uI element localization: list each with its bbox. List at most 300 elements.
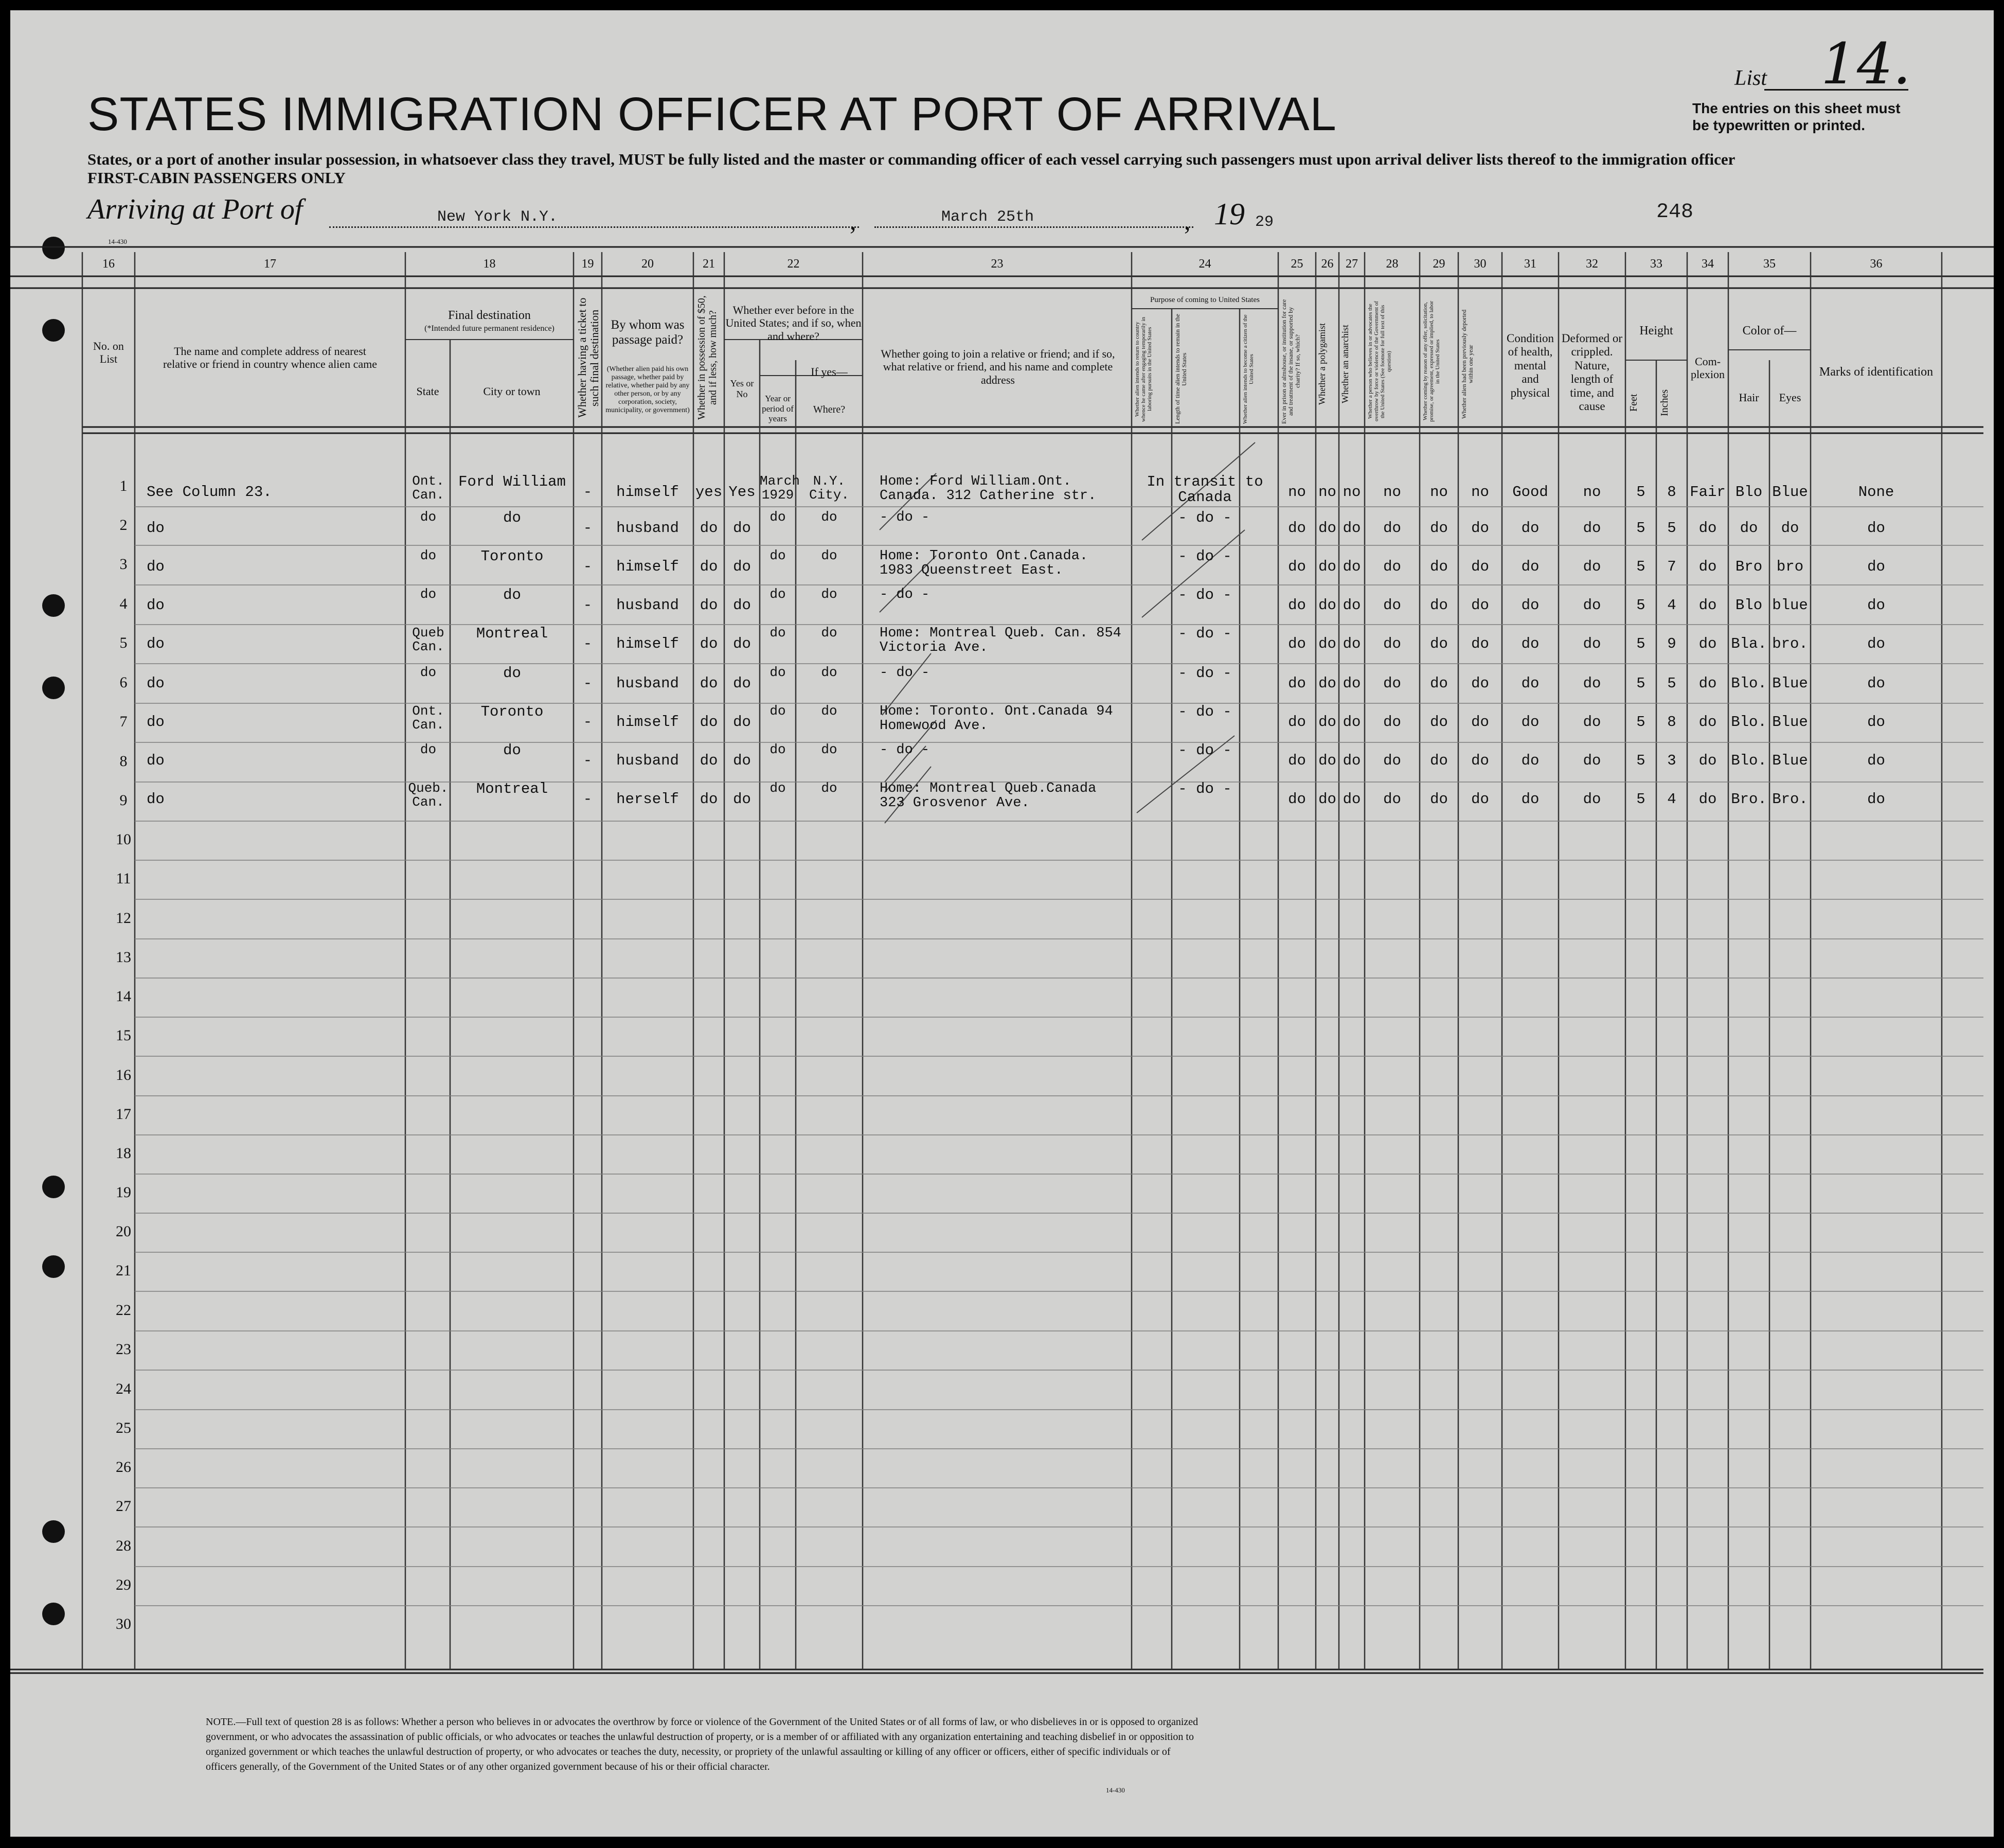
row-2-c21: do <box>700 520 718 537</box>
list-number: 14. <box>1821 31 1911 97</box>
row-5-hair: Bla. <box>1731 635 1767 652</box>
row-4-c29: do <box>1430 597 1448 614</box>
col-number: 26 <box>1321 257 1334 271</box>
row-2-c20: husband <box>616 520 679 537</box>
row-1-c25: no <box>1288 484 1306 501</box>
row-3-hair: Bro <box>1735 558 1763 575</box>
row-number: 29 <box>116 1576 131 1593</box>
header-passage-paid-note: (Whether alien paid his own passage, whether paid by relative, whether paid by any other person, or by any corporation, society, municipality, or government) <box>605 365 690 415</box>
row-9-c30: do <box>1471 791 1489 808</box>
row-5-city: Montreal <box>476 625 548 642</box>
row-2-hair: do <box>1740 520 1758 537</box>
row-6-ft: 5 <box>1636 675 1645 692</box>
row-5-state: Queb Can. <box>412 625 444 655</box>
row-3-c20: himself <box>616 558 679 575</box>
row-3-c31: do <box>1521 558 1540 575</box>
row-2-c28: do <box>1383 520 1401 537</box>
row-2-c30: do <box>1471 520 1489 537</box>
row-2-state: do <box>420 509 437 525</box>
row-6-marks: do <box>1867 675 1885 692</box>
col-number: 17 <box>264 257 276 271</box>
row-8-city: do <box>503 742 521 759</box>
header-state: State <box>416 385 439 398</box>
header-final-destination-note: (*Intended future permanent residence) <box>424 324 554 333</box>
row-3-c23: Home: Toronto Ont.Canada. 1983 Queenstreet East. <box>880 548 1088 579</box>
row-5-c23: Home: Montreal Queb. Can. 854 Victoria Ave. <box>880 626 1121 656</box>
col-number: 23 <box>991 257 1004 271</box>
row-3-state: do <box>420 548 437 563</box>
header-yes-no: Yes or No <box>730 378 754 399</box>
row-number: 6 <box>119 674 128 691</box>
row-2-c32: do <box>1583 520 1601 537</box>
row-2-c29: do <box>1430 520 1448 537</box>
row-7-c31: do <box>1521 714 1540 731</box>
row-5-c24: - do - <box>1178 625 1232 642</box>
row-number: 7 <box>119 713 128 730</box>
row-9-c22a: do <box>733 791 751 808</box>
row-8-c30: do <box>1471 752 1489 769</box>
row-3-c22b: do <box>770 548 786 563</box>
row-1-eyes: Blue <box>1772 484 1808 501</box>
row-number: 23 <box>116 1341 131 1358</box>
row-9-c19: - <box>583 791 593 808</box>
year-prefix: 19 <box>1214 197 1245 231</box>
row-1-c22b: March 1929 <box>760 473 800 503</box>
row-1-c30: no <box>1471 484 1489 501</box>
row-5-c27: do <box>1343 635 1361 652</box>
row-7-c30: do <box>1471 714 1489 731</box>
row-8-c20: husband <box>616 752 679 769</box>
col-number: 18 <box>483 257 496 271</box>
row-3-c22c: do <box>821 548 837 563</box>
row-5-c26: do <box>1318 635 1336 652</box>
row-2-c17: do <box>147 520 165 537</box>
row-4-state: do <box>420 587 437 602</box>
row-7-c22a: do <box>733 714 751 731</box>
row-5-c22c: do <box>821 625 837 641</box>
row-3-c27: do <box>1343 558 1361 575</box>
row-number: 20 <box>116 1223 131 1240</box>
row-1-c22c: N.Y. City. <box>809 473 849 503</box>
row-3-c17: do <box>147 558 165 575</box>
header-eyes: Eyes <box>1779 391 1801 404</box>
row-9-hair: Bro. <box>1731 791 1767 808</box>
header-health: Condition of health, mental and physical <box>1506 332 1554 399</box>
header-length-of-stay: Length of time alien intends to remain in the United States <box>1174 314 1188 424</box>
col-number: 16 <box>102 257 115 271</box>
row-8-c21: do <box>700 752 718 769</box>
port-value: New York N.Y. <box>437 208 558 226</box>
header-marks: Marks of identification <box>1819 365 1934 379</box>
header-color: Color of— <box>1742 324 1797 337</box>
row-4-c22a: do <box>733 597 751 614</box>
row-2-c19: - <box>583 520 593 537</box>
header-deported: Whether alien had been previously deported within one year <box>1460 309 1475 419</box>
row-5-c28: do <box>1383 635 1401 652</box>
row-9-c21: do <box>700 791 718 808</box>
col-number: 31 <box>1524 257 1536 271</box>
header-fifty-dollars: Whether in possession of $50, and if less, how much? <box>696 295 719 420</box>
row-2-c27: do <box>1343 520 1361 537</box>
row-1-c19: - <box>583 484 593 501</box>
row-6-c24: - do - <box>1178 665 1232 682</box>
header-where: Where? <box>813 404 846 415</box>
row-1-c20: himself <box>616 484 679 501</box>
row-9-city: Montreal <box>476 780 548 797</box>
row-3-c25: do <box>1288 558 1306 575</box>
row-8-c27: do <box>1343 752 1361 769</box>
row-8-c22a: do <box>733 752 751 769</box>
header-if-yes: If yes— <box>811 365 848 378</box>
header-purpose-return: Whether alien intends to return to country whence he came after engaging temporarily in laboring pursuits in the United States <box>1134 316 1153 422</box>
row-7-c19: - <box>583 714 593 731</box>
row-4-marks: do <box>1867 597 1885 614</box>
row-number: 17 <box>116 1106 131 1123</box>
manifest-sheet <box>10 10 1994 1837</box>
row-7-c21: do <box>700 714 718 731</box>
col-number: 30 <box>1474 257 1487 271</box>
row-9-c31: do <box>1521 791 1540 808</box>
row-2-city: do <box>503 509 521 526</box>
row-6-c31: do <box>1521 675 1540 692</box>
row-number: 27 <box>116 1498 131 1515</box>
row-4-eyes: blue <box>1772 597 1808 614</box>
row-number: 5 <box>119 634 128 651</box>
row-4-c27: do <box>1343 597 1361 614</box>
row-6-c22c: do <box>821 665 837 680</box>
row-2-c31: do <box>1521 520 1540 537</box>
row-1-c32: no <box>1583 484 1601 501</box>
row-6-state: do <box>420 665 437 680</box>
row-8-c25: do <box>1288 752 1306 769</box>
col-number: 33 <box>1650 257 1662 271</box>
row-3-in: 7 <box>1667 558 1676 575</box>
row-1-c17: See Column 23. <box>147 484 272 501</box>
row-1-c21: yes <box>695 484 723 501</box>
row-3-marks: do <box>1867 558 1885 575</box>
header-height: Height <box>1639 324 1673 337</box>
row-4-c21: do <box>700 597 718 614</box>
col-number: 32 <box>1586 257 1598 271</box>
row-4-c32: do <box>1583 597 1601 614</box>
row-6-hair: Blo. <box>1731 675 1767 692</box>
row-6-c22a: do <box>733 675 751 692</box>
row-8-c22c: do <box>821 742 837 757</box>
row-9-c25: do <box>1288 791 1306 808</box>
row-7-c32: do <box>1583 714 1601 731</box>
header-inches: Inches <box>1659 389 1670 416</box>
row-6-c27: do <box>1343 675 1361 692</box>
row-9-c29: do <box>1430 791 1448 808</box>
row-6-c21: do <box>700 675 718 692</box>
row-4-c23: - do - <box>880 587 930 602</box>
row-6-c32: do <box>1583 675 1601 692</box>
row-5-c30: do <box>1471 635 1489 652</box>
row-4-c22b: do <box>770 587 786 602</box>
row-1-c26: no <box>1318 484 1336 501</box>
row-3-c24: - do - <box>1178 548 1232 565</box>
row-5-c31: do <box>1521 635 1540 652</box>
col-number: 24 <box>1198 257 1211 271</box>
header-final-destination: Final destination <box>448 309 531 322</box>
col-number: 27 <box>1346 257 1358 271</box>
row-number: 21 <box>116 1262 131 1279</box>
col-number: 19 <box>581 257 594 271</box>
row-4-comp: do <box>1698 597 1717 614</box>
col-number: 21 <box>703 257 715 271</box>
row-2-comp: do <box>1698 520 1717 537</box>
col-number: 34 <box>1702 257 1714 271</box>
row-4-c22c: do <box>821 587 837 602</box>
row-number: 19 <box>116 1184 131 1201</box>
row-4-ft: 5 <box>1636 597 1645 614</box>
row-3-c30: do <box>1471 558 1489 575</box>
row-6-c26: do <box>1318 675 1336 692</box>
row-7-ft: 5 <box>1636 714 1645 731</box>
row-5-marks: do <box>1867 635 1885 652</box>
header-ticket: Whether having a ticket to such final destination <box>576 297 601 418</box>
col-number: 36 <box>1870 257 1883 271</box>
comma: , <box>1184 206 1191 235</box>
row-7-c29: do <box>1430 714 1448 731</box>
row-1-state: Ont. Can. <box>412 473 444 503</box>
row-1-c27: no <box>1343 484 1361 501</box>
row-7-state: Ont. Can. <box>412 703 444 733</box>
row-3-eyes: bro <box>1776 558 1804 575</box>
row-7-c26: do <box>1318 714 1336 731</box>
row-5-c19: - <box>583 635 593 652</box>
row-7-c22b: do <box>770 703 786 719</box>
row-5-c17: do <box>147 635 165 652</box>
row-8-c28: do <box>1383 752 1401 769</box>
row-7-in: 8 <box>1667 714 1676 731</box>
row-number: 16 <box>116 1067 131 1083</box>
row-7-c25: do <box>1288 714 1306 731</box>
row-6-c23: - do - <box>880 665 930 681</box>
row-9-c32: do <box>1583 791 1601 808</box>
row-1-in: 8 <box>1667 484 1676 501</box>
date-value: March 25th <box>941 208 1034 226</box>
row-7-c20: himself <box>616 714 679 731</box>
row-3-c26: do <box>1318 558 1336 575</box>
row-4-c20: husband <box>616 597 679 614</box>
row-2-c24: - do - <box>1178 509 1232 526</box>
row-6-c17: do <box>147 675 165 692</box>
col-number: 35 <box>1763 257 1776 271</box>
row-8-c31: do <box>1521 752 1540 769</box>
header-labor-offer: Whether coming by reason of any offer, solicitation, promise, or agreement, expressed or implied, to labor in the United States <box>1422 300 1441 422</box>
row-9-c17: do <box>147 791 165 808</box>
header-relative-address: The name and complete address of nearest relative or friend in country whence alien came <box>163 345 377 371</box>
row-3-c32: do <box>1583 558 1601 575</box>
row-9-c20: herself <box>616 791 679 808</box>
row-6-c25: do <box>1288 675 1306 692</box>
row-9-marks: do <box>1867 791 1885 808</box>
form-title: STATES IMMIGRATION OFFICER AT PORT OF ARRIVAL <box>87 88 1337 140</box>
header-complexion: Com- plexion <box>1691 355 1725 381</box>
row-number: 13 <box>116 949 131 966</box>
col-number: 25 <box>1291 257 1303 271</box>
row-1-c31: Good <box>1512 484 1548 501</box>
row-9-c23: Home: Montreal Queb.Canada 323 Grosvenor Ave. <box>880 781 1097 811</box>
row-3-c19: - <box>583 558 593 575</box>
row-5-eyes: bro. <box>1772 635 1808 652</box>
row-3-comp: do <box>1698 558 1717 575</box>
row-8-c32: do <box>1583 752 1601 769</box>
row-2-in: 5 <box>1667 520 1676 537</box>
header-year: Year or period of years <box>762 394 794 424</box>
row-1-ft: 5 <box>1636 484 1645 501</box>
col-number: 28 <box>1386 257 1399 271</box>
row-1-c24: In transit to Canada <box>1147 473 1263 506</box>
row-number: 12 <box>116 910 131 927</box>
row-7-city: Toronto <box>480 703 544 720</box>
col-number: 20 <box>641 257 654 271</box>
row-number: 1 <box>119 477 128 494</box>
row-1-marks: None <box>1858 484 1894 501</box>
row-4-c19: - <box>583 597 593 614</box>
row-4-c24: - do - <box>1178 587 1232 603</box>
header-hair: Hair <box>1739 391 1759 404</box>
row-number: 18 <box>116 1145 131 1162</box>
row-2-ft: 5 <box>1636 520 1645 537</box>
row-2-c23: - do - <box>880 510 930 525</box>
row-2-c22b: do <box>770 509 786 525</box>
row-7-c27: do <box>1343 714 1361 731</box>
row-6-eyes: Blue <box>1772 675 1808 692</box>
header-deformed: Deformed or crippled. Nature, length of time, and cause <box>1561 332 1623 413</box>
row-2-eyes: do <box>1781 520 1799 537</box>
footnote-form-number: 14-430 <box>1106 1786 1125 1794</box>
row-9-in: 4 <box>1667 791 1676 808</box>
row-4-in: 4 <box>1667 597 1676 614</box>
row-3-city: Toronto <box>480 548 544 565</box>
row-1-c28: no <box>1383 484 1401 501</box>
row-2-c25: do <box>1288 520 1306 537</box>
row-6-c19: - <box>583 675 593 692</box>
comma: , <box>850 206 856 235</box>
table-grid <box>10 10 1994 1837</box>
header-feet: Feet <box>1628 394 1639 412</box>
entries-note: be typewritten or printed. <box>1692 117 1866 133</box>
row-6-c22b: do <box>770 665 786 680</box>
row-number: 25 <box>116 1419 131 1436</box>
row-number: 15 <box>116 1027 131 1044</box>
row-number: 2 <box>119 517 128 534</box>
row-number: 4 <box>119 595 128 612</box>
row-8-c29: do <box>1430 752 1448 769</box>
row-number: 30 <box>116 1615 131 1632</box>
row-1-hair: Blo <box>1735 484 1763 501</box>
row-8-marks: do <box>1867 752 1885 769</box>
row-2-c26: do <box>1318 520 1336 537</box>
row-7-c24: - do - <box>1178 703 1232 720</box>
row-9-c24: - do - <box>1178 780 1232 797</box>
row-7-c22c: do <box>821 703 837 719</box>
row-1-c23: Home: Ford William.Ont. Canada. 312 Catherine str. <box>880 474 1097 504</box>
list-label: List <box>1734 66 1767 90</box>
year-suffix: 29 <box>1255 214 1274 231</box>
row-number: 11 <box>116 870 131 887</box>
row-5-in: 9 <box>1667 635 1676 652</box>
header-citizen: Whether alien intends to become a citizen of the United States <box>1242 314 1255 424</box>
header-city: City or town <box>483 385 541 398</box>
row-9-ft: 5 <box>1636 791 1645 808</box>
row-4-c31: do <box>1521 597 1540 614</box>
row-7-c17: do <box>147 714 165 731</box>
row-2-c22c: do <box>821 509 837 525</box>
header-joining: Whether going to join a relative or friend; and if so, what relative or friend, and his name and complete address <box>881 347 1115 386</box>
row-9-state: Queb. Can. <box>408 780 449 810</box>
row-2-c22a: do <box>733 520 751 537</box>
row-number: 22 <box>116 1302 131 1319</box>
row-3-c28: do <box>1383 558 1401 575</box>
row-3-c22a: do <box>733 558 751 575</box>
row-5-c32: do <box>1583 635 1601 652</box>
row-4-c30: do <box>1471 597 1489 614</box>
footnote: NOTE.—Full text of question 28 is as follows: Whether a person who believes in or advocates the overthrow by force or violence of the Government of the United States or of all forms of law, or who disbelieves in or is opposed to organized government, or who advocates the assassination of public officials, or who advocates or teaches the unlawful destruction of property, or is a member of or affiliated with any organization entertaining and teaching disbelief in or opposition to organized government or which teaches the unlawful destruction of property, or who advocates or teaches the duty, necessity, or propriety of the unlawful assaulting or killing of any officer or officers, either of specific individuals or of officers generally, of the Government of the United States or of any other organized government because of his or their official character. <box>206 1716 1198 1772</box>
row-4-c26: do <box>1318 597 1336 614</box>
header-purpose: Purpose of coming to United States <box>1150 296 1260 304</box>
row-5-c29: do <box>1430 635 1448 652</box>
header-prison: Ever in prison or almshouse, or institution for care and treatment of the insane, or supported by charity? If so, which? <box>1280 299 1301 424</box>
row-8-state: do <box>420 742 437 757</box>
page-number: 248 <box>1656 201 1694 224</box>
row-4-c28: do <box>1383 597 1401 614</box>
row-4-c17: do <box>147 597 165 614</box>
entries-note: The entries on this sheet must <box>1692 100 1901 116</box>
row-8-c17: do <box>147 752 165 769</box>
row-8-eyes: Blue <box>1772 752 1808 769</box>
row-6-c30: do <box>1471 675 1489 692</box>
row-7-comp: do <box>1698 714 1717 731</box>
row-number: 10 <box>116 831 131 848</box>
row-8-c19: - <box>583 752 593 769</box>
row-4-city: do <box>503 587 521 603</box>
row-8-in: 3 <box>1667 752 1676 769</box>
arriving-label: Arriving at Port of <box>87 193 303 225</box>
row-8-hair: Blo. <box>1731 752 1767 769</box>
row-7-eyes: Blue <box>1772 714 1808 731</box>
header-list-number: No. on List <box>93 340 124 366</box>
row-9-eyes: Bro. <box>1772 791 1808 808</box>
row-8-c23: - do - <box>880 742 930 758</box>
form-number: 14-430 <box>108 238 127 245</box>
row-number: 8 <box>119 753 128 770</box>
row-7-c28: do <box>1383 714 1401 731</box>
passenger-class: FIRST-CABIN PASSENGERS ONLY <box>87 169 346 187</box>
row-3-ft: 5 <box>1636 558 1645 575</box>
row-9-comp: do <box>1698 791 1717 808</box>
row-9-c27: do <box>1343 791 1361 808</box>
row-1-comp: Fair <box>1690 484 1726 501</box>
row-9-c28: do <box>1383 791 1401 808</box>
row-number: 9 <box>119 792 128 809</box>
row-number: 24 <box>116 1380 131 1397</box>
row-9-c22c: do <box>821 780 837 796</box>
row-6-c28: do <box>1383 675 1401 692</box>
row-6-comp: do <box>1698 675 1717 692</box>
row-8-c24: - do - <box>1178 742 1232 759</box>
row-3-c21: do <box>700 558 718 575</box>
row-9-c22b: do <box>770 780 786 796</box>
row-5-c21: do <box>700 635 718 652</box>
row-4-c25: do <box>1288 597 1306 614</box>
row-8-ft: 5 <box>1636 752 1645 769</box>
row-5-c20: himself <box>616 635 679 652</box>
row-8-c22b: do <box>770 742 786 757</box>
row-number: 14 <box>116 988 131 1005</box>
